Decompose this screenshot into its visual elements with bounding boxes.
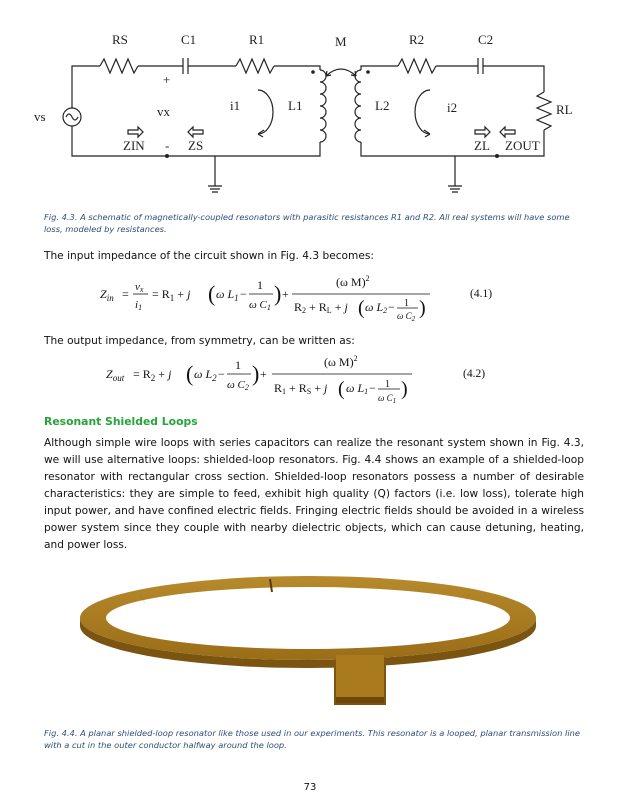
label-l2: L2	[375, 98, 390, 113]
svg-text:ω L1: ω L1	[346, 381, 369, 396]
svg-text:ω C1: ω C1	[249, 299, 271, 312]
fig-4-3-caption: Fig. 4.3. A schematic of magnetically-coupled resonators with parasitic resistances R1 and R2. All real systems will have some loss, modeled by resistances.	[44, 212, 570, 234]
svg-text:ω L2: ω L2	[365, 300, 388, 315]
resonator-feed-tab	[336, 655, 384, 697]
svg-text:−: −	[240, 287, 247, 301]
paragraph-output-impedance: The output impedance, from symmetry, can be written as:	[44, 335, 355, 347]
equation-4-2	[106, 352, 456, 408]
svg-text:vx: vx	[135, 281, 144, 294]
svg-text:): )	[419, 297, 426, 319]
resistor-rl	[537, 92, 551, 130]
svg-text:(ω M)2: (ω M)$^2$	[324, 354, 358, 369]
svg-text:): )	[252, 361, 260, 386]
svg-text:): )	[401, 378, 408, 400]
arrow-zin	[128, 127, 143, 137]
svg-text:(: (	[186, 361, 194, 386]
fig-4-4-caption: Fig. 4.4. A planar shielded-loop resonator like those used in our experiments. This resonator is a looped, planar transmission line with a cut in the outer conductor halfway around the loop.	[44, 728, 580, 750]
svg-text:+: +	[282, 287, 289, 301]
label-m: M	[335, 34, 347, 49]
capacitor-c1	[183, 58, 188, 74]
svg-text:=: =	[122, 287, 129, 301]
resistor-r1	[236, 59, 274, 73]
svg-text:): )	[274, 281, 282, 306]
label-vs: vs	[34, 109, 46, 124]
label-r2: R2	[409, 32, 425, 47]
svg-text:ω C2: ω C2	[227, 379, 249, 392]
svg-text:Zout: $Z_{out}$	[106, 367, 125, 383]
inductor-l2	[355, 70, 361, 142]
shielded-loop-resonator-figure	[0, 555, 620, 715]
svg-text:ω C1: ω $C_1$	[378, 393, 397, 405]
label-plus: +	[163, 72, 171, 87]
label-zl: ZL	[474, 138, 490, 153]
svg-text:= R2 + j: = $R_2 + j$	[133, 367, 172, 383]
paragraph-input-impedance: The input impedance of the circuit shown in Fig. 4.3 becomes:	[44, 250, 374, 262]
svg-text:ω L2: ω $L_2$	[194, 367, 217, 383]
capacitor-c2	[478, 58, 483, 74]
svg-text:= R1 + j: = $R_1 + j$	[152, 287, 191, 303]
paragraph-shielded-loops: Although simple wire loops with series capacitors can realize the resonant system shown in Fig. 4.3, we will use alternative loops: shielded-loop resonators. Fig. 4.4 shows an example of a shielded-loop resonator with rectangular cross section. Shielded-loop resonators possess a number of desirable characteristics: they are simple to feed, exhibit high quality (Q) factors (i.e. low loss), tolerate high input power, and have confined electric fields. Fringing electric fields should be avoided in a wireless power system since they couple with nearby dielectric objects, which can cause detuning, heating, and power loss.	[44, 437, 584, 551]
arrow-zl	[475, 127, 490, 137]
svg-text:(ω M)2: (ω M)$^2$	[336, 274, 370, 289]
label-c1: C1	[181, 32, 197, 47]
svg-text:R2 + RL + j: R2 + RL + j	[294, 300, 348, 315]
svg-text:R1 + RS + j: R1 + RS + j	[274, 381, 328, 396]
svg-text:ω L1: ω $L_1$	[216, 287, 239, 303]
equation-4-1	[100, 268, 460, 322]
label-l1: L1	[288, 98, 303, 113]
svg-text:(: (	[358, 297, 365, 319]
resonator-ring	[80, 576, 536, 660]
svg-text:+: +	[260, 367, 267, 381]
label-c2: C2	[478, 32, 494, 47]
arrow-zout	[500, 127, 515, 137]
arrow-zs	[188, 127, 203, 137]
svg-text:(: (	[208, 281, 216, 306]
label-minus: -	[165, 138, 170, 153]
svg-text:Zin: $Z_{in}$	[100, 287, 114, 303]
svg-text:−: −	[218, 367, 225, 381]
svg-text:1: 1	[385, 379, 390, 390]
section-heading: Resonant Shielded Loops	[44, 415, 198, 428]
label-rs: RS	[112, 32, 128, 47]
svg-text:−: −	[369, 381, 376, 395]
label-zin: ZIN	[123, 138, 145, 153]
current-arrow-i1	[258, 90, 273, 134]
label-r1: R1	[249, 32, 265, 47]
current-arrow-i2	[415, 90, 430, 134]
label-i2: i2	[447, 100, 458, 115]
page-number: 73	[303, 782, 317, 793]
equation-4-2-number: (4.2)	[463, 368, 486, 380]
label-rl: RL	[556, 102, 573, 117]
svg-text:1: 1	[257, 278, 263, 292]
label-i1: i1	[230, 98, 241, 113]
label-zs: ZS	[188, 138, 204, 153]
resistor-r2	[398, 59, 436, 73]
svg-text:ω C2: ω $C_2$	[397, 311, 416, 322]
label-zout: ZOUT	[505, 138, 540, 153]
svg-text:(: (	[338, 378, 345, 400]
svg-text:−: −	[388, 300, 395, 314]
svg-text:1: 1	[235, 358, 241, 372]
equation-4-1-number: (4.1)	[470, 288, 493, 300]
resistor-rs	[100, 59, 138, 73]
svg-text:i1: i1	[135, 299, 143, 312]
inductor-l1	[320, 70, 326, 142]
svg-text:1: 1	[404, 298, 409, 309]
circuit-schematic	[0, 0, 620, 205]
label-vx: vx	[157, 104, 170, 119]
